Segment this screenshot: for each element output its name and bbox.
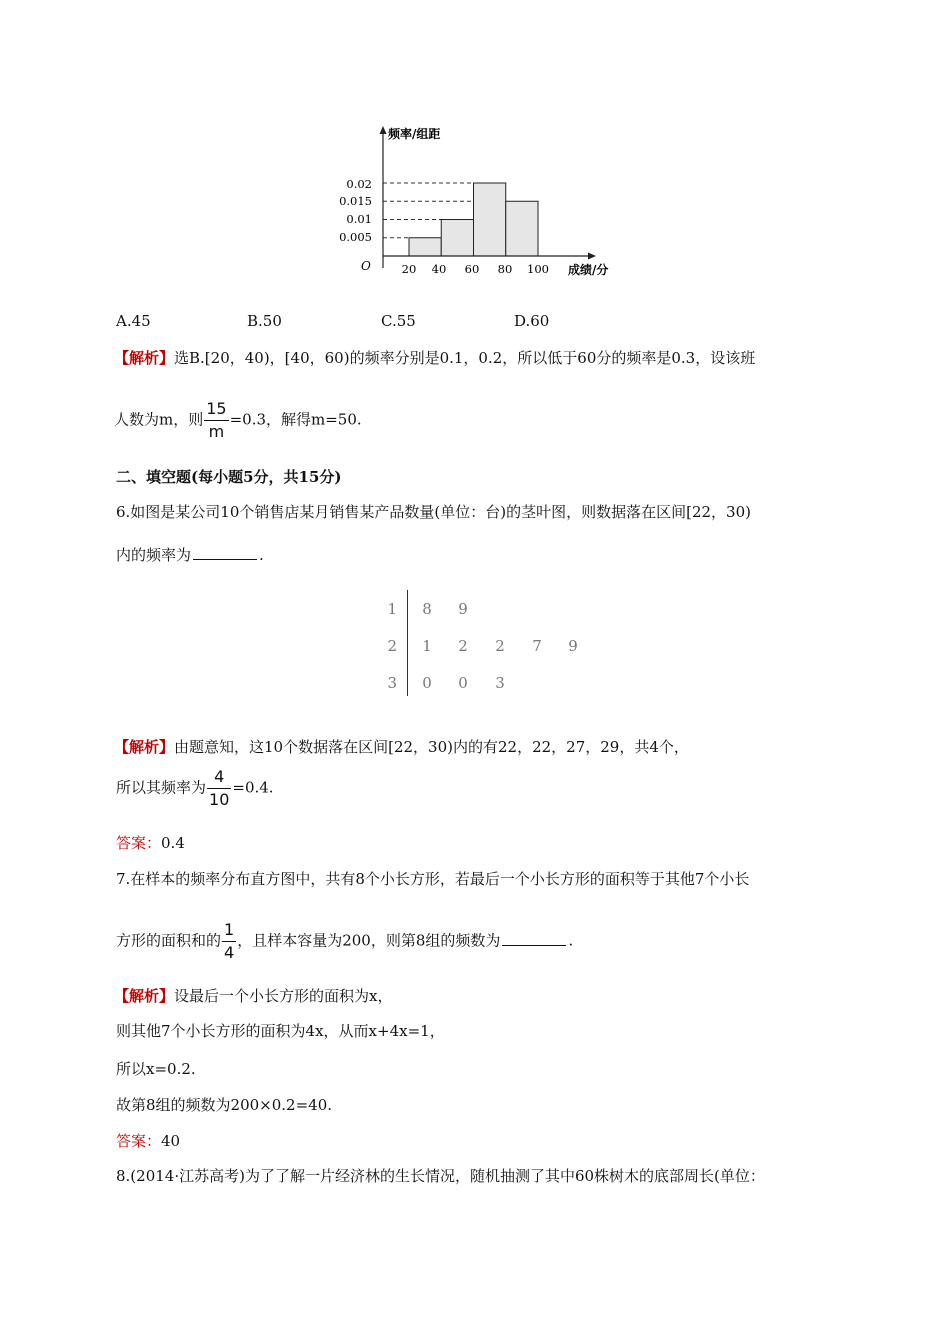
analysis-text: =0.3，解得m=50. [229, 410, 362, 429]
x-tick-label: 20 [401, 262, 417, 276]
q7-analysis-line2: 则其他7个小长方形的面积为4x，从而x+4x=1， [116, 1022, 445, 1040]
leaf-value: 7 [532, 637, 542, 655]
answer-blank [193, 547, 257, 560]
question-text: . [259, 546, 264, 564]
analysis-text: 选B.[20，40)，[40，60)的频率分别是0.1，0.2，所以低于60分的频率是0.3，设该班 [174, 349, 756, 367]
q6-line2 [116, 544, 264, 565]
analysis-text: =0.4. [232, 778, 274, 797]
histogram-bar [474, 183, 506, 256]
fraction-denominator: 10 [209, 790, 230, 809]
option-a: A.45 [116, 312, 151, 330]
q7-line1: 7.在样本的频率分布直方图中，共有8个小长方形，若最后一个小长方形的面积等于其他7个小长 [116, 870, 750, 888]
leaf-value: 9 [568, 637, 578, 655]
y-tick-label: 0.015 [339, 194, 372, 208]
fraction-numerator: 15 [204, 401, 228, 421]
analysis-tag: 【解析】 [114, 987, 175, 1005]
stem-value: 1 [387, 600, 397, 618]
answer-value: 0.4 [161, 834, 185, 852]
option-c: C.55 [381, 312, 416, 330]
q6-analysis-line1 [114, 736, 689, 757]
option-b: B.50 [247, 312, 282, 330]
fraction [204, 401, 228, 440]
answer-label: 答案： [116, 834, 162, 852]
x-tick-label: 100 [527, 262, 549, 276]
analysis-tag: 【解析】 [114, 738, 175, 756]
leaf-value: 9 [458, 600, 468, 618]
question-text: 方形的面积和的 [116, 931, 222, 950]
analysis-text: 所以其频率为 [116, 778, 207, 797]
y-axis-arrow [380, 126, 387, 134]
q7-analysis-line4: 故第8组的频数为200×0.2=40. [116, 1096, 333, 1114]
leaf-value: 3 [495, 674, 505, 692]
stem-leaf-plot [375, 590, 615, 700]
y-tick-label: 0.01 [346, 212, 372, 226]
leaf-value: 0 [422, 674, 432, 692]
question-text: 内的频率为 [116, 546, 192, 564]
x-tick-label: 60 [464, 262, 480, 276]
fraction-denominator: m [208, 422, 225, 441]
fraction-numerator: 1 [222, 922, 236, 942]
x-tick-label: 80 [497, 262, 513, 276]
q7-analysis-line3: 所以x=0.2. [116, 1060, 196, 1078]
stem-divider [407, 590, 408, 696]
answer-value: 40 [161, 1132, 181, 1150]
histogram-bar [506, 201, 538, 256]
q6-analysis-line2 [116, 769, 274, 808]
answer-label: 答案： [116, 1132, 162, 1150]
leaf-value: 8 [422, 600, 432, 618]
frequency-histogram [330, 120, 630, 285]
stem-value: 3 [387, 674, 397, 692]
y-tick-label: 0.005 [339, 230, 372, 244]
q5-analysis-line1 [114, 347, 755, 368]
question-text: ，且样本容量为200，则第8组的频数为 [237, 931, 501, 950]
analysis-tag: 【解析】 [114, 349, 175, 367]
analysis-text: 人数为m，则 [114, 410, 204, 429]
option-d: D.60 [514, 312, 550, 330]
fraction-numerator: 4 [207, 769, 231, 789]
y-tick-label: 0.02 [346, 177, 372, 191]
stem-value: 2 [387, 637, 397, 655]
leaf-value: 0 [458, 674, 468, 692]
x-axis-arrow [588, 253, 596, 260]
q5-analysis-line2 [114, 401, 362, 440]
fraction-denominator: 4 [224, 943, 235, 962]
origin-label: O [361, 259, 371, 273]
leaf-value: 2 [495, 637, 505, 655]
q7-line2 [116, 922, 573, 961]
analysis-text: 由题意知，这10个数据落在区间[22，30)内的有22，22，27，29，共4个， [174, 738, 689, 756]
x-tick-label: 40 [431, 262, 447, 276]
histogram-bar [409, 238, 441, 256]
histogram-bar [441, 220, 473, 257]
y-axis-label: 频率/组距 [388, 127, 441, 141]
q8-line1: 8.(2014·江苏高考)为了了解一片经济林的生长情况，随机抽测了其中60株树木的底部周长(单位： [116, 1167, 765, 1185]
leaf-value: 2 [458, 637, 468, 655]
fraction [222, 922, 236, 961]
leaf-value: 1 [422, 637, 432, 655]
question-text: . [568, 931, 574, 950]
q7-answer [116, 1130, 180, 1151]
section-title: 二、填空题(每小题5分，共15分) [116, 468, 342, 486]
analysis-text: 设最后一个小长方形的面积为x， [174, 987, 393, 1005]
fraction [207, 769, 231, 808]
answer-blank [502, 933, 566, 946]
q6-answer [116, 832, 185, 853]
q6-line1: 6.如图是某公司10个销售店某月销售某产品数量(单位：台)的茎叶图，则数据落在区间[22，30) [116, 503, 751, 521]
q7-analysis-line1 [114, 985, 392, 1006]
x-axis-label: 成绩/分 [568, 263, 609, 277]
